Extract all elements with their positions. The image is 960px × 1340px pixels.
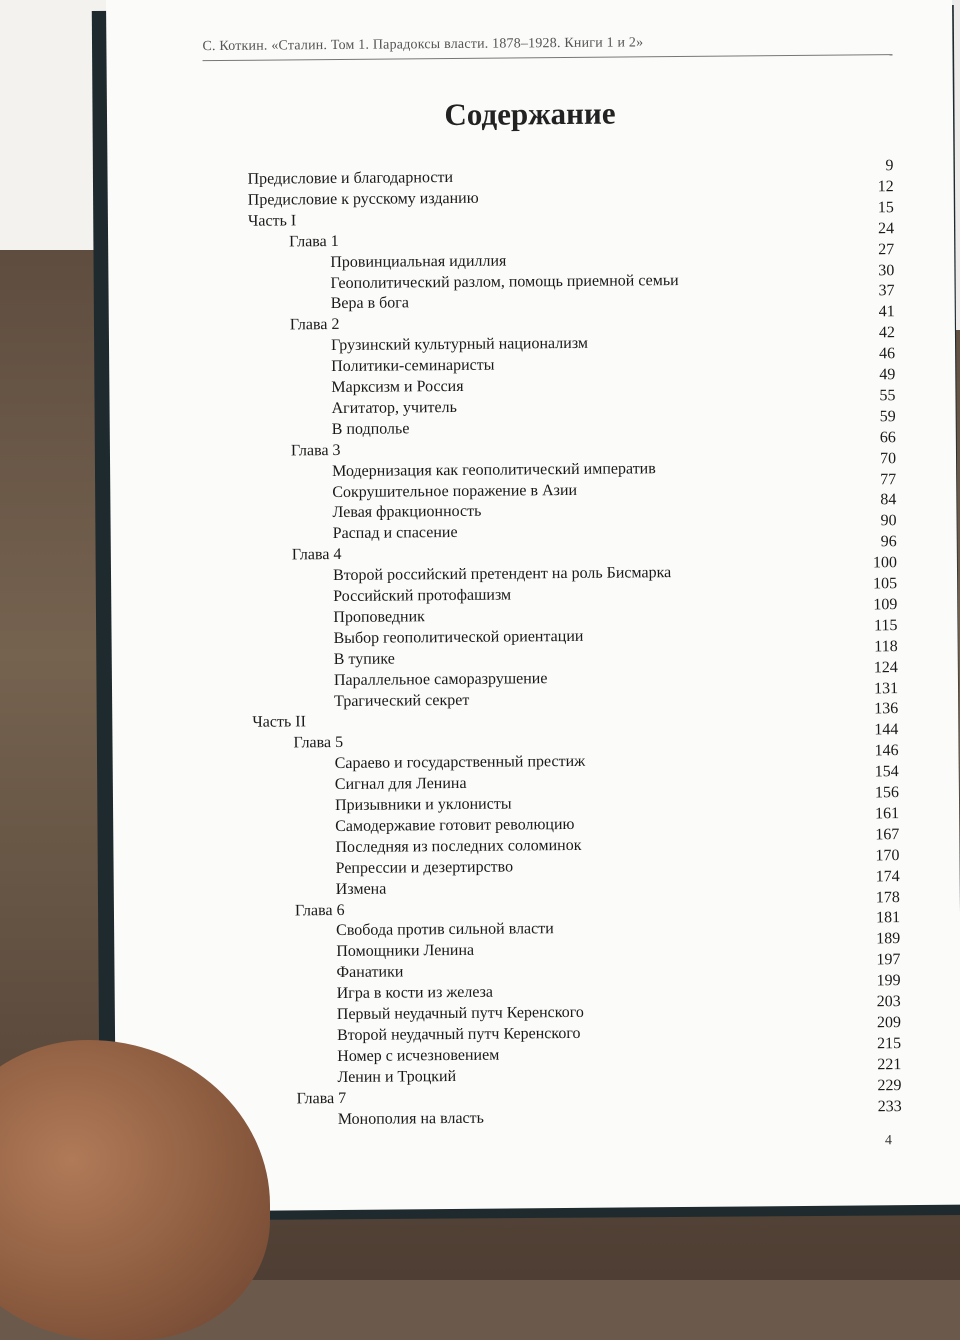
toc-entry-page: 144	[874, 721, 899, 739]
toc-entry-label: Агитатор, учитель	[331, 398, 457, 417]
toc-entry-page: 203	[876, 993, 901, 1011]
toc-entry-label: Грузинский культурный национализм	[330, 334, 589, 355]
toc-entry-label: Сокрушительное поражение в Азии	[332, 481, 578, 501]
toc-entry-page: 42	[878, 324, 896, 342]
toc-entry-label: Глава 7	[296, 1089, 347, 1107]
toc-entry-label: Глава 4	[291, 546, 342, 564]
toc-entry-page: 229	[877, 1076, 902, 1094]
toc-entry-label: Глава 6	[294, 901, 345, 919]
toc-entry-page: 90	[880, 512, 897, 530]
toc-entry-page: 215	[877, 1034, 902, 1053]
toc-entry-page: 233	[877, 1097, 902, 1115]
toc-entry-page: 55	[879, 387, 896, 405]
toc-entry-page: 77	[880, 470, 897, 488]
toc-entry-label: Левая фракционность	[332, 503, 482, 522]
toc-entry-page: 30	[878, 261, 895, 279]
toc-entry-page: 66	[879, 428, 896, 446]
toc-entry-label: Провинциальная идиллия	[330, 252, 507, 271]
toc-entry-label: В тупике	[333, 650, 395, 668]
toc-entry-page: 146	[874, 742, 899, 760]
toc-entry-label: Второй российский претендент на роль Бисмарка	[332, 564, 672, 585]
toc-entry-page: 209	[876, 1013, 902, 1032]
toc-entry-label: Призывники и уклонисты	[334, 795, 512, 815]
toc-entry-page: 181	[875, 909, 901, 927]
toc-entry-label: Второй неудачный путч Керенского	[336, 1024, 581, 1044]
toc-entry-label: Часть II	[252, 713, 306, 732]
toc-entry-label: Проповедник	[333, 608, 425, 626]
toc-entry-page: 174	[875, 867, 900, 885]
toc-entry-label: Вера в бога	[330, 294, 409, 313]
toc-entry-label: Первый неудачный путч Керенского	[336, 1003, 584, 1024]
toc-entry-page: 156	[874, 784, 900, 802]
toc-entry-label: Сигнал для Ленина	[334, 774, 467, 794]
toc-entry-page: 124	[873, 658, 898, 676]
toc-entry-page: 84	[880, 491, 897, 509]
running-header: С. Коткин. «Сталин. Том 1. Парадоксы власти. 1878–1928. Книги 1 и 2»	[202, 33, 892, 61]
toc-entry-page: 70	[879, 449, 897, 467]
toc-title: Содержание	[444, 95, 616, 133]
toc-entry-label: Репрессии и дезертирство	[335, 858, 514, 877]
toc-entry-label: Марксизм и Россия	[331, 377, 464, 397]
toc-entry-label: Выбор геополитической ориентации	[333, 627, 584, 647]
toc-entry-page: 24	[877, 219, 895, 237]
toc-entry-label: Геополитический разлом, помощь приемной семьи	[330, 271, 679, 292]
toc-entry-page: 167	[875, 825, 900, 844]
toc-entry-label: Глава 3	[290, 441, 341, 460]
toc-entry-page: 131	[873, 679, 899, 697]
toc-list	[106, 0, 960, 1212]
toc-entry-page: 59	[879, 407, 896, 426]
toc-entry-label: Помощники Ленина	[336, 942, 475, 961]
toc-entry-page: 170	[875, 846, 900, 865]
toc-entry-page: 189	[876, 930, 901, 948]
toc-entry-page: 49	[879, 366, 896, 384]
toc-entry-page: 197	[876, 951, 901, 969]
toc-entry-page: 9	[885, 157, 894, 175]
toc-entry-page: 46	[879, 345, 896, 363]
toc-entry-label: Последняя из последних соломинок	[335, 836, 582, 856]
toc-entry-label: Сараево и государственный престиж	[334, 753, 586, 773]
toc-entry-label: Монополия на власть	[337, 1109, 484, 1128]
toc-entry-page: 118	[874, 637, 898, 656]
toc-entry-page: 12	[877, 178, 894, 196]
book-page	[106, 0, 960, 1212]
toc-entry-label: Ленин и Троцкий	[337, 1067, 457, 1086]
toc-entry-label: Политики-семинаристы	[331, 356, 495, 376]
toc-entry-page: 221	[877, 1055, 902, 1073]
toc-entry-page: 136	[874, 700, 899, 718]
toc-entry-page: 15	[877, 198, 894, 217]
toc-entry-page: 178	[875, 888, 900, 906]
toc-entry-label: Российский протофашизм	[333, 586, 512, 606]
toc-entry-page: 41	[878, 303, 895, 321]
toc-entry-page: 154	[874, 763, 899, 781]
toc-entry-label: Предисловие к русскому изданию	[247, 189, 479, 209]
page-number: 4	[884, 1133, 893, 1149]
toc-entry-label: Самодержавие готовит революцию	[335, 815, 575, 835]
toc-entry-label: Глава 2	[289, 316, 340, 334]
toc-entry-page: 109	[873, 596, 898, 614]
toc-entry-page: 105	[873, 575, 898, 593]
toc-entry-page: 96	[880, 533, 897, 551]
toc-entry-page: 37	[878, 282, 895, 300]
toc-entry-label: Номер с исчезновением	[337, 1046, 500, 1065]
toc-entry-page: 100	[872, 554, 898, 572]
toc-entry-label: Глава 1	[289, 232, 339, 251]
toc-entry-label: Измена	[335, 880, 387, 898]
toc-entry-label: Часть I	[247, 212, 297, 230]
toc-entry-label: Модернизация как геополитический императив	[332, 459, 656, 480]
toc-entry-page: 115	[874, 616, 898, 635]
toc-entry-label: Распад и спасение	[332, 524, 458, 543]
toc-entry-label: Предисловие и благодарности	[247, 168, 454, 188]
toc-entry-label: Трагический секрет	[334, 691, 470, 710]
toc-entry-label: В подполье	[331, 420, 410, 438]
toc-entry-page: 199	[876, 972, 901, 990]
toc-entry-page: 27	[878, 240, 895, 258]
toc-entry-label: Игра в кости из железа	[336, 983, 494, 1003]
toc-entry-label: Свобода против сильной власти	[336, 920, 554, 940]
toc-entry-label: Параллельное саморазрушение	[333, 669, 548, 689]
toc-entry-page: 161	[875, 805, 900, 823]
toc-entry-label: Фанатики	[336, 963, 404, 982]
toc-entry-label: Глава 5	[293, 734, 344, 752]
